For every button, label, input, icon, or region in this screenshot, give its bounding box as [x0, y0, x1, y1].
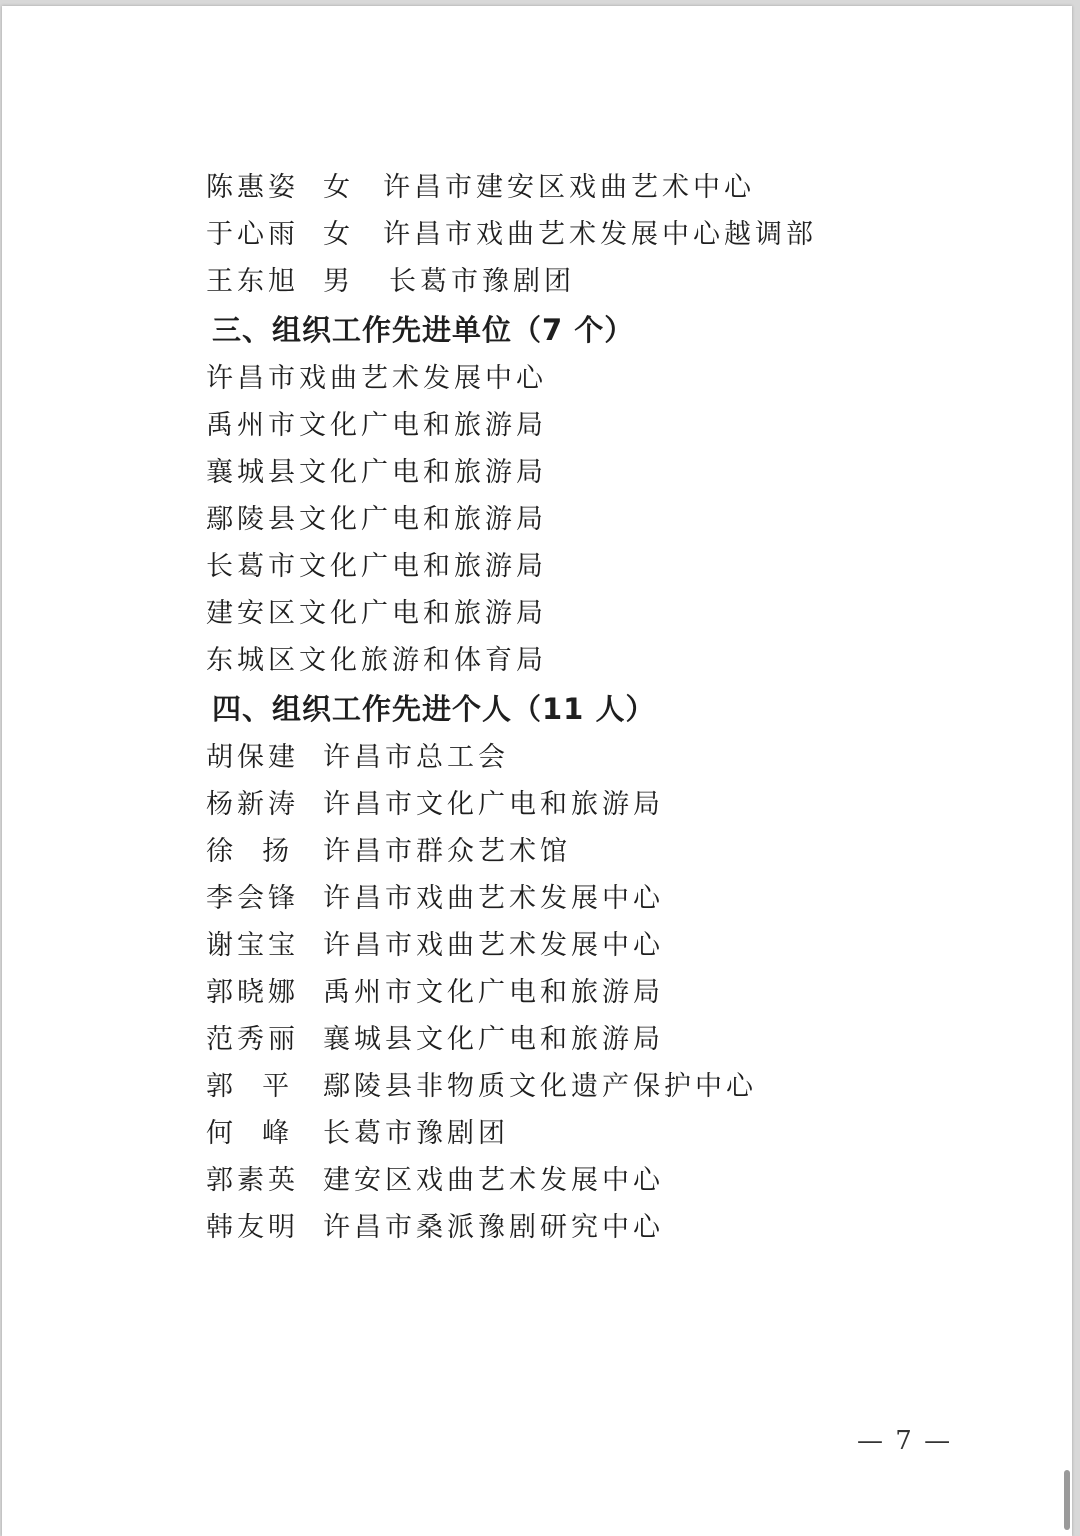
honoree-name: 陈惠姿 — [206, 172, 299, 203]
person-unit: 许昌市戏曲艺术发展中心 — [323, 883, 664, 914]
honoree-gender: 女 — [323, 172, 354, 203]
person-name: 杨新涛 — [206, 789, 299, 820]
person-unit: 襄城县文化广电和旅游局 — [323, 1024, 664, 1055]
person-row — [206, 734, 966, 781]
person-row — [206, 828, 966, 875]
person-unit: 许昌市戏曲艺术发展中心 — [323, 930, 664, 961]
person-row — [206, 1157, 966, 1204]
person-unit: 许昌市群众艺术馆 — [323, 836, 571, 867]
honoree-name: 王东旭 — [206, 266, 299, 297]
person-row — [206, 1110, 966, 1157]
person-unit: 长葛市豫剧团 — [323, 1118, 509, 1149]
honoree-row — [206, 164, 966, 211]
person-row — [206, 875, 966, 922]
vertical-scrollbar[interactable] — [1064, 1470, 1070, 1530]
person-unit: 许昌市总工会 — [323, 742, 509, 773]
page-number: — 7 — — [857, 1426, 953, 1456]
person-unit: 建安区戏曲艺术发展中心 — [323, 1165, 664, 1196]
person-name: 郭素英 — [206, 1165, 299, 1196]
unit-item: 禹州市文化广电和旅游局 — [206, 410, 547, 441]
person-name: 李会锋 — [206, 883, 299, 914]
person-row — [206, 922, 966, 969]
person-unit: 鄢陵县非物质文化遗产保护中心 — [323, 1071, 757, 1102]
person-row — [206, 1016, 966, 1063]
unit-item: 鄢陵县文化广电和旅游局 — [206, 504, 547, 535]
section-heading: 三、组织工作先进单位（7 个） — [212, 313, 635, 347]
person-unit: 许昌市文化广电和旅游局 — [323, 789, 664, 820]
unit-item: 东城区文化旅游和体育局 — [206, 645, 547, 676]
person-name: 韩友明 — [206, 1212, 299, 1243]
unit-item: 建安区文化广电和旅游局 — [206, 598, 547, 629]
honoree-unit: 许昌市建安区戏曲艺术中心 — [383, 172, 755, 203]
person-name: 郭晓娜 — [206, 977, 299, 1008]
person-name: 胡保建 — [206, 742, 299, 773]
person-unit: 许昌市桑派豫剧研究中心 — [323, 1212, 664, 1243]
person-name: 谢宝宝 — [206, 930, 299, 961]
document-page — [2, 6, 1072, 1536]
unit-item: 襄城县文化广电和旅游局 — [206, 457, 547, 488]
person-row — [206, 1204, 966, 1251]
person-name: 范秀丽 — [206, 1024, 299, 1055]
honoree-unit: 长葛市豫剧团 — [389, 266, 575, 297]
document-body — [206, 164, 966, 1251]
honoree-unit: 许昌市戏曲艺术发展中心越调部 — [383, 219, 817, 250]
section-heading: 四、组织工作先进个人（11 人） — [212, 692, 656, 726]
honoree-gender: 女 — [323, 219, 354, 250]
honoree-name: 于心雨 — [206, 219, 299, 250]
unit-item: 长葛市文化广电和旅游局 — [206, 551, 547, 582]
honoree-row — [206, 258, 966, 305]
person-unit: 禹州市文化广电和旅游局 — [323, 977, 664, 1008]
honoree-gender: 男 — [323, 266, 354, 297]
person-row — [206, 969, 966, 1016]
person-name: 何 峰 — [206, 1118, 294, 1149]
person-name: 郭 平 — [206, 1071, 294, 1102]
honoree-row — [206, 211, 966, 258]
person-name: 徐 扬 — [206, 836, 294, 867]
person-row — [206, 1063, 966, 1110]
unit-item: 许昌市戏曲艺术发展中心 — [206, 363, 547, 394]
person-row — [206, 781, 966, 828]
